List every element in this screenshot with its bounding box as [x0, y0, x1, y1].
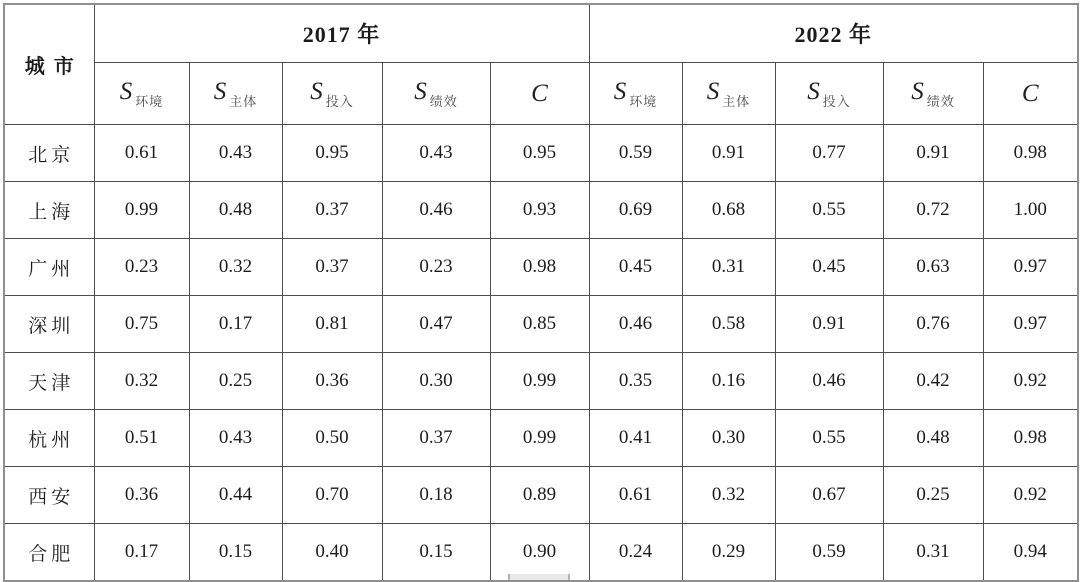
- variable-subscript: 主体: [229, 93, 258, 109]
- value-cell: 0.46: [382, 182, 490, 239]
- value-cell: 0.36: [282, 353, 382, 410]
- value-cell: 0.41: [589, 410, 682, 467]
- value-cell: 0.94: [983, 524, 1078, 582]
- value-cell: 0.85: [490, 296, 589, 353]
- col-header-group0-col1: [189, 63, 282, 125]
- value-cell: 0.15: [189, 524, 282, 582]
- col-header-group0-col4: [490, 63, 589, 125]
- value-cell: 0.99: [490, 410, 589, 467]
- value-cell: 0.72: [883, 182, 983, 239]
- value-cell: 0.42: [883, 353, 983, 410]
- value-cell: 0.23: [382, 239, 490, 296]
- value-cell: 0.31: [682, 239, 775, 296]
- value-cell: 0.48: [883, 410, 983, 467]
- variable-symbol: S: [706, 77, 720, 105]
- value-cell: 0.37: [382, 410, 490, 467]
- value-cell: 0.37: [282, 182, 382, 239]
- coupling-coordination-table: [3, 3, 1079, 582]
- value-cell: 0.92: [983, 353, 1078, 410]
- city-name: 北京: [4, 125, 94, 182]
- variable-subscript: 投入: [325, 93, 354, 109]
- city-name: 上海: [4, 182, 94, 239]
- city-name: 天津: [4, 353, 94, 410]
- value-cell: 0.55: [775, 410, 883, 467]
- col-header-group0-col2: [282, 63, 382, 125]
- city-column-header: 城市: [4, 4, 94, 125]
- value-cell: 0.46: [775, 353, 883, 410]
- value-cell: 0.32: [94, 353, 189, 410]
- variable-symbol: S: [310, 77, 323, 105]
- city-name: 杭州: [4, 410, 94, 467]
- value-cell: 0.98: [983, 410, 1078, 467]
- col-header-group0-col0: [94, 63, 189, 125]
- value-cell: 0.91: [682, 125, 775, 182]
- value-cell: 0.50: [282, 410, 382, 467]
- value-cell: 0.91: [775, 296, 883, 353]
- value-cell: 0.77: [775, 125, 883, 182]
- value-cell: 0.67: [775, 467, 883, 524]
- value-cell: 0.95: [282, 125, 382, 182]
- value-cell: 0.95: [490, 125, 589, 182]
- variable-symbol: S: [613, 77, 627, 105]
- variable-symbol: S: [414, 77, 427, 105]
- table-row: [4, 296, 1078, 353]
- table-row: [4, 467, 1078, 524]
- value-cell: 0.98: [490, 239, 589, 296]
- variable-symbol: S: [213, 77, 227, 105]
- value-cell: 0.24: [589, 524, 682, 582]
- value-cell: 0.32: [189, 239, 282, 296]
- value-cell: 0.97: [983, 239, 1078, 296]
- value-cell: 0.48: [189, 182, 282, 239]
- value-cell: 0.81: [282, 296, 382, 353]
- value-cell: 0.55: [775, 182, 883, 239]
- page-artifact: [508, 574, 570, 580]
- year-header-2022: 2022 年: [589, 4, 1078, 63]
- col-header-group1-col0: [589, 63, 682, 125]
- value-cell: 0.99: [94, 182, 189, 239]
- value-cell: 0.36: [94, 467, 189, 524]
- variable-subscript: 绩效: [926, 93, 955, 109]
- table-row: [4, 524, 1078, 582]
- variable-header-row: [4, 63, 1078, 125]
- value-cell: 0.45: [775, 239, 883, 296]
- col-header-group1-col3: [883, 63, 983, 125]
- value-cell: 0.46: [589, 296, 682, 353]
- variable-symbol: S: [807, 77, 820, 105]
- variable-symbol: C: [531, 79, 548, 107]
- table-row: [4, 410, 1078, 467]
- year-header-row: [4, 4, 1078, 63]
- variable-symbol: S: [119, 77, 133, 105]
- variable-subscript: 绩效: [429, 93, 458, 109]
- city-name: 西安: [4, 467, 94, 524]
- value-cell: 0.99: [490, 353, 589, 410]
- value-cell: 0.16: [682, 353, 775, 410]
- value-cell: 0.47: [382, 296, 490, 353]
- value-cell: 1.00: [983, 182, 1078, 239]
- value-cell: 0.44: [189, 467, 282, 524]
- value-cell: 0.17: [94, 524, 189, 582]
- table-row: [4, 125, 1078, 182]
- value-cell: 0.98: [983, 125, 1078, 182]
- variable-symbol: S: [911, 77, 924, 105]
- value-cell: 0.76: [883, 296, 983, 353]
- value-cell: 0.92: [983, 467, 1078, 524]
- value-cell: 0.97: [983, 296, 1078, 353]
- value-cell: 0.43: [382, 125, 490, 182]
- value-cell: 0.90: [490, 524, 589, 582]
- table-row: [4, 182, 1078, 239]
- value-cell: 0.43: [189, 125, 282, 182]
- value-cell: 0.51: [94, 410, 189, 467]
- value-cell: 0.45: [589, 239, 682, 296]
- variable-symbol: C: [1021, 79, 1039, 107]
- value-cell: 0.69: [589, 182, 682, 239]
- col-header-group1-col1: [682, 63, 775, 125]
- value-cell: 0.31: [883, 524, 983, 582]
- city-name: 广州: [4, 239, 94, 296]
- value-cell: 0.89: [490, 467, 589, 524]
- value-cell: 0.91: [883, 125, 983, 182]
- year-header-2017: 2017 年: [94, 4, 589, 63]
- value-cell: 0.40: [282, 524, 382, 582]
- value-cell: 0.30: [682, 410, 775, 467]
- col-header-group1-col2: [775, 63, 883, 125]
- value-cell: 0.70: [282, 467, 382, 524]
- value-cell: 0.93: [490, 182, 589, 239]
- city-name: 深圳: [4, 296, 94, 353]
- city-name: 合肥: [4, 524, 94, 582]
- table-row: [4, 353, 1078, 410]
- value-cell: 0.58: [682, 296, 775, 353]
- variable-subscript: 投入: [822, 93, 851, 109]
- variable-subscript: 主体: [722, 93, 751, 109]
- value-cell: 0.68: [682, 182, 775, 239]
- value-cell: 0.15: [382, 524, 490, 582]
- value-cell: 0.61: [94, 125, 189, 182]
- value-cell: 0.25: [883, 467, 983, 524]
- value-cell: 0.29: [682, 524, 775, 582]
- col-header-group1-col4: [983, 63, 1078, 125]
- variable-subscript: 环境: [629, 93, 658, 109]
- value-cell: 0.75: [94, 296, 189, 353]
- value-cell: 0.32: [682, 467, 775, 524]
- table-row: [4, 239, 1078, 296]
- value-cell: 0.25: [189, 353, 282, 410]
- value-cell: 0.30: [382, 353, 490, 410]
- value-cell: 0.63: [883, 239, 983, 296]
- value-cell: 0.61: [589, 467, 682, 524]
- col-header-group0-col3: [382, 63, 490, 125]
- value-cell: 0.35: [589, 353, 682, 410]
- value-cell: 0.23: [94, 239, 189, 296]
- value-cell: 0.17: [189, 296, 282, 353]
- value-cell: 0.59: [589, 125, 682, 182]
- variable-subscript: 环境: [135, 93, 164, 109]
- value-cell: 0.59: [775, 524, 883, 582]
- value-cell: 0.43: [189, 410, 282, 467]
- value-cell: 0.18: [382, 467, 490, 524]
- value-cell: 0.37: [282, 239, 382, 296]
